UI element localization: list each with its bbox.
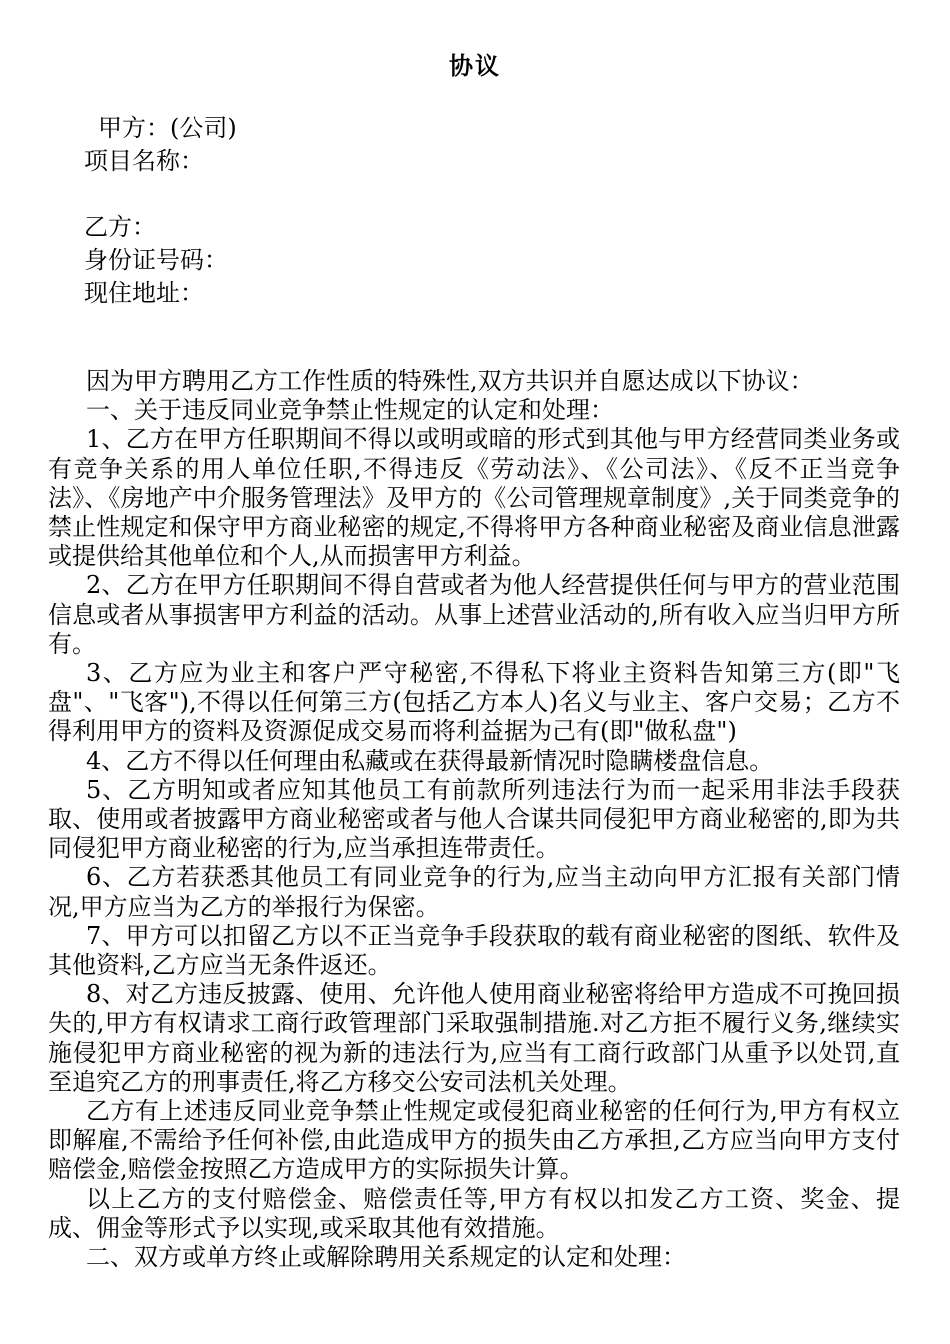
section-heading-2: 二、双方或单方终止或解除聘用关系规定的认定和处理： xyxy=(86,1243,686,1272)
project-name-label: 项目名称： xyxy=(84,147,204,175)
party-b-label: 乙方： xyxy=(84,213,156,241)
clause-5: 5、乙方明知或者应知其他员工有前款所列违法行为而一起采用非法手段获取、使用或者披露甲方商业秘密或者与他人合谋共同侵犯甲方商业秘密的,即为共同侵犯甲方商业秘密的行为,应当承担连带责任。 xyxy=(48,775,900,863)
party-info xyxy=(84,112,884,310)
section-heading-1: 一、关于违反同业竞争禁止性规定的认定和处理： xyxy=(86,396,614,425)
document-title: 协议 xyxy=(449,51,501,80)
compensation-paragraph: 以上乙方的支付赔偿金、赔偿责任等,甲方有权以扣发乙方工资、奖金、提成、佣金等形式予以实现,或采取其他有效措施。 xyxy=(48,1184,900,1242)
clause-1: 1、乙方在甲方任职期间不得以或明或暗的形式到其他与甲方经营同类业务或有竞争关系的用人单位任职,不得违反《劳动法》、《公司法》、《反不正当竞争法》、《房地产中介服务管理法》及甲方的《公司管理规章制度》,关于同类竞争的禁止性规定和保守甲方商业秘密的规定,不得将甲方各种商业秘密及商业信息泄露或提供给其他单位和个人,从而损害甲方利益。 xyxy=(48,425,900,571)
clause-6: 6、乙方若获悉其他员工有同业竞争的行为,应当主动向甲方汇报有关部门情况,甲方应当为乙方的举报行为保密。 xyxy=(48,863,900,921)
clause-8: 8、对乙方违反披露、使用、允许他人使用商业秘密将给甲方造成不可挽回损失的,甲方有权请求工商行政管理部门采取强制措施.对乙方拒不履行义务,继续实施侵犯甲方商业秘密的视为新的违法行为,应当有工商行政部门从重予以处罚,直至追究乙方的刑事责任,将乙方移交公安司法机关处理。 xyxy=(48,980,900,1096)
address-label: 现住地址： xyxy=(84,279,204,307)
penalty-paragraph: 乙方有上述违反同业竞争禁止性规定或侵犯商业秘密的任何行为,甲方有权立即解雇,不需给予任何补偿,由此造成甲方的损失由乙方承担,乙方应当向甲方支付赔偿金,赔偿金按照乙方造成甲方的实际损失计算。 xyxy=(48,1097,900,1184)
clause-3: 3、乙方应为业主和客户严守秘密,不得私下将业主资料告知第三方(即"飞盘"、"飞客"),不得以任何第三方(包括乙方本人)名义与业主、客户交易；乙方不得利用甲方的资料及资源促成交易而将利益据为己有(即"做私盘") xyxy=(48,659,900,746)
clause-7: 7、甲方可以扣留乙方以不正当竞争手段获取的载有商业秘密的图纸、软件及其他资料,乙方应当无条件返还。 xyxy=(48,921,900,980)
party-a-label: 甲方：(公司) xyxy=(98,114,237,142)
spacer xyxy=(84,178,884,211)
clause-4: 4、乙方不得以任何理由私藏或在获得最新情况时隐瞒楼盘信息。 xyxy=(86,746,774,775)
agreement-body xyxy=(48,367,900,1272)
id-number-label: 身份证号码： xyxy=(84,246,228,274)
intro-paragraph: 因为甲方聘用乙方工作性质的特殊性,双方共识并自愿达成以下协议： xyxy=(86,367,814,395)
clause-2: 2、乙方在甲方任职期间不得自营或者为他人经营提供任何与甲方的营业范围信息或者从事损害甲方利益的活动。从事上述营业活动的,所有收入应当归甲方所有。 xyxy=(48,571,900,658)
